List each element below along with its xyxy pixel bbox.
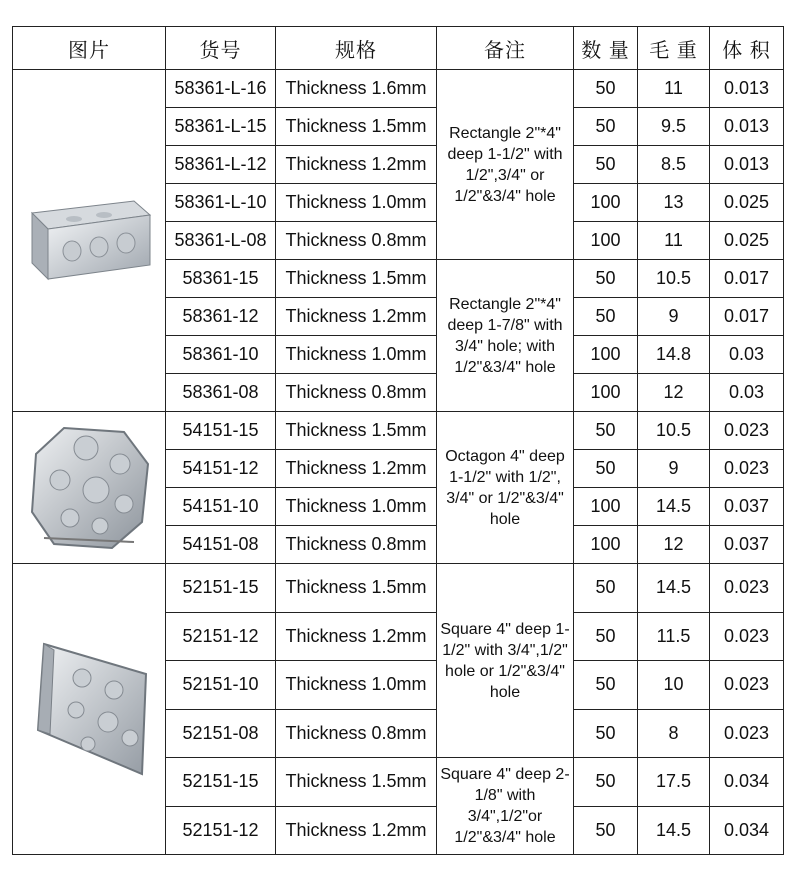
volume-cell: 0.037 (710, 526, 784, 564)
weight-cell: 10 (638, 661, 710, 710)
qty-cell: 50 (574, 564, 638, 613)
item-number: 52151-12 (166, 612, 276, 661)
volume-cell: 0.023 (710, 564, 784, 613)
header-qty: 数 量 (574, 27, 638, 70)
volume-cell: 0.023 (710, 612, 784, 661)
item-number: 58361-L-08 (166, 222, 276, 260)
weight-cell: 12 (638, 374, 710, 412)
item-number: 58361-15 (166, 260, 276, 298)
spec-cell: Thickness 1.2mm (276, 146, 437, 184)
rectangle-box-image (13, 70, 166, 412)
spec-cell: Thickness 0.8mm (276, 222, 437, 260)
spec-cell: Thickness 1.0mm (276, 184, 437, 222)
spec-cell: Thickness 1.0mm (276, 488, 437, 526)
weight-cell: 14.5 (638, 564, 710, 613)
qty-cell: 50 (574, 108, 638, 146)
item-number: 58361-L-16 (166, 70, 276, 108)
item-number: 58361-L-12 (166, 146, 276, 184)
header-item-no: 货号 (166, 27, 276, 70)
weight-cell: 14.5 (638, 806, 710, 855)
volume-cell: 0.025 (710, 184, 784, 222)
table-row (13, 412, 784, 450)
spec-cell: Thickness 1.5mm (276, 108, 437, 146)
weight-cell: 9 (638, 298, 710, 336)
volume-cell: 0.013 (710, 146, 784, 184)
qty-cell: 100 (574, 336, 638, 374)
remark-cell: Rectangle 2"*4" deep 1-1/2" with 1/2",3/4" or 1/2"&3/4" hole (437, 70, 574, 260)
volume-cell: 0.037 (710, 488, 784, 526)
qty-cell: 50 (574, 450, 638, 488)
qty-cell: 50 (574, 70, 638, 108)
spec-cell: Thickness 1.5mm (276, 412, 437, 450)
item-number: 58361-L-15 (166, 108, 276, 146)
qty-cell: 100 (574, 222, 638, 260)
weight-cell: 17.5 (638, 758, 710, 807)
remark-cell: Rectangle 2"*4" deep 1-7/8" with 3/4" hole; with 1/2"&3/4" hole (437, 260, 574, 412)
spec-cell: Thickness 1.5mm (276, 260, 437, 298)
volume-cell: 0.017 (710, 260, 784, 298)
weight-cell: 14.5 (638, 488, 710, 526)
item-number: 58361-08 (166, 374, 276, 412)
volume-cell: 0.03 (710, 336, 784, 374)
item-number: 58361-12 (166, 298, 276, 336)
item-number: 52151-12 (166, 806, 276, 855)
weight-cell: 8 (638, 709, 710, 758)
qty-cell: 100 (574, 184, 638, 222)
spec-cell: Thickness 1.2mm (276, 298, 437, 336)
table-row (13, 564, 784, 613)
qty-cell: 50 (574, 612, 638, 661)
qty-cell: 50 (574, 298, 638, 336)
header-picture: 图片 (13, 27, 166, 70)
spec-cell: Thickness 1.5mm (276, 564, 437, 613)
qty-cell: 50 (574, 412, 638, 450)
volume-cell: 0.023 (710, 709, 784, 758)
volume-cell: 0.034 (710, 758, 784, 807)
remark-cell: Octagon 4" deep 1-1/2" with 1/2", 3/4" or 1/2"&3/4" hole (437, 412, 574, 564)
item-number: 54151-10 (166, 488, 276, 526)
qty-cell: 50 (574, 661, 638, 710)
volume-cell: 0.023 (710, 661, 784, 710)
qty-cell: 50 (574, 709, 638, 758)
volume-cell: 0.03 (710, 374, 784, 412)
spec-cell: Thickness 1.6mm (276, 70, 437, 108)
weight-cell: 11 (638, 70, 710, 108)
weight-cell: 14.8 (638, 336, 710, 374)
octagon-box-image (13, 412, 166, 564)
item-number: 54151-15 (166, 412, 276, 450)
volume-cell: 0.034 (710, 806, 784, 855)
spec-cell: Thickness 1.2mm (276, 806, 437, 855)
item-number: 52151-15 (166, 758, 276, 807)
qty-cell: 50 (574, 146, 638, 184)
weight-cell: 9.5 (638, 108, 710, 146)
item-number: 58361-L-10 (166, 184, 276, 222)
spec-cell: Thickness 1.0mm (276, 336, 437, 374)
volume-cell: 0.017 (710, 298, 784, 336)
square-box-image (13, 564, 166, 855)
header-gross-weight: 毛 重 (638, 27, 710, 70)
weight-cell: 12 (638, 526, 710, 564)
qty-cell: 100 (574, 488, 638, 526)
spec-cell: Thickness 1.2mm (276, 450, 437, 488)
qty-cell: 50 (574, 758, 638, 807)
item-number: 52151-15 (166, 564, 276, 613)
qty-cell: 100 (574, 374, 638, 412)
spec-cell: Thickness 0.8mm (276, 374, 437, 412)
product-spec-table (12, 26, 784, 855)
header-row (13, 27, 784, 70)
table-row (13, 70, 784, 108)
item-number: 52151-08 (166, 709, 276, 758)
item-number: 52151-10 (166, 661, 276, 710)
weight-cell: 13 (638, 184, 710, 222)
volume-cell: 0.023 (710, 450, 784, 488)
header-volume: 体 积 (710, 27, 784, 70)
spec-cell: Thickness 0.8mm (276, 526, 437, 564)
volume-cell: 0.013 (710, 70, 784, 108)
spec-cell: Thickness 1.5mm (276, 758, 437, 807)
weight-cell: 10.5 (638, 412, 710, 450)
qty-cell: 100 (574, 526, 638, 564)
weight-cell: 11.5 (638, 612, 710, 661)
weight-cell: 9 (638, 450, 710, 488)
volume-cell: 0.013 (710, 108, 784, 146)
weight-cell: 8.5 (638, 146, 710, 184)
spec-cell: Thickness 0.8mm (276, 709, 437, 758)
remark-cell: Square 4" deep 1-1/2" with 3/4",1/2" hole or 1/2"&3/4" hole (437, 564, 574, 758)
weight-cell: 10.5 (638, 260, 710, 298)
item-number: 58361-10 (166, 336, 276, 374)
header-remark: 备注 (437, 27, 574, 70)
item-number: 54151-12 (166, 450, 276, 488)
header-spec: 规格 (276, 27, 437, 70)
spec-cell: Thickness 1.2mm (276, 612, 437, 661)
spec-cell: Thickness 1.0mm (276, 661, 437, 710)
volume-cell: 0.023 (710, 412, 784, 450)
qty-cell: 50 (574, 806, 638, 855)
volume-cell: 0.025 (710, 222, 784, 260)
weight-cell: 11 (638, 222, 710, 260)
item-number: 54151-08 (166, 526, 276, 564)
remark-cell: Square 4" deep 2-1/8" with 3/4",1/2"or 1/2"&3/4" hole (437, 758, 574, 855)
qty-cell: 50 (574, 260, 638, 298)
